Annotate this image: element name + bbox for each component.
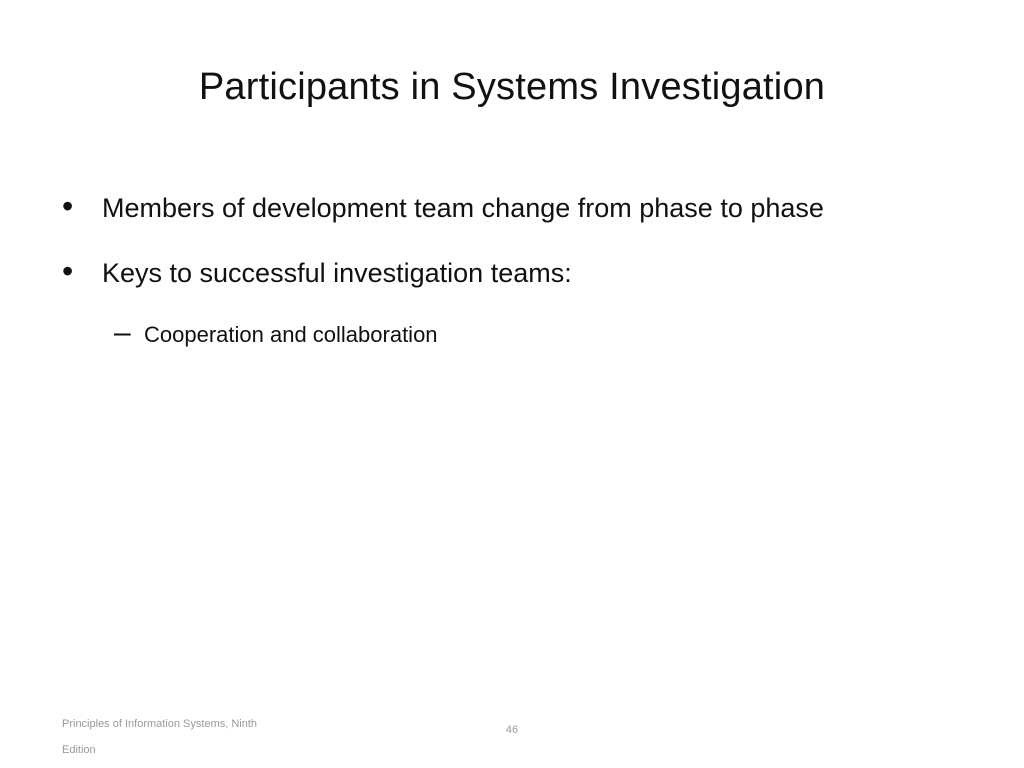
slide-title: Participants in Systems Investigation (198, 66, 826, 108)
footer-source-line: Edition (62, 744, 96, 756)
bullet-text: Members of development team change from phase to phase (102, 193, 824, 223)
bullet-text: Keys to successful investigation teams: (102, 258, 572, 288)
sub-bullet-marker: – (114, 316, 131, 349)
sub-bullet-item (114, 318, 438, 348)
page-number: 46 (505, 724, 519, 736)
bullet-item (62, 190, 824, 224)
footer-source (62, 711, 272, 763)
bullet-marker: • (62, 188, 74, 224)
footer-source-line: Principles of Information Systems, Ninth (62, 718, 258, 730)
bullet-item (62, 255, 572, 289)
sub-bullet-text: Cooperation and collaboration (144, 322, 438, 347)
bullet-marker: • (62, 253, 74, 289)
